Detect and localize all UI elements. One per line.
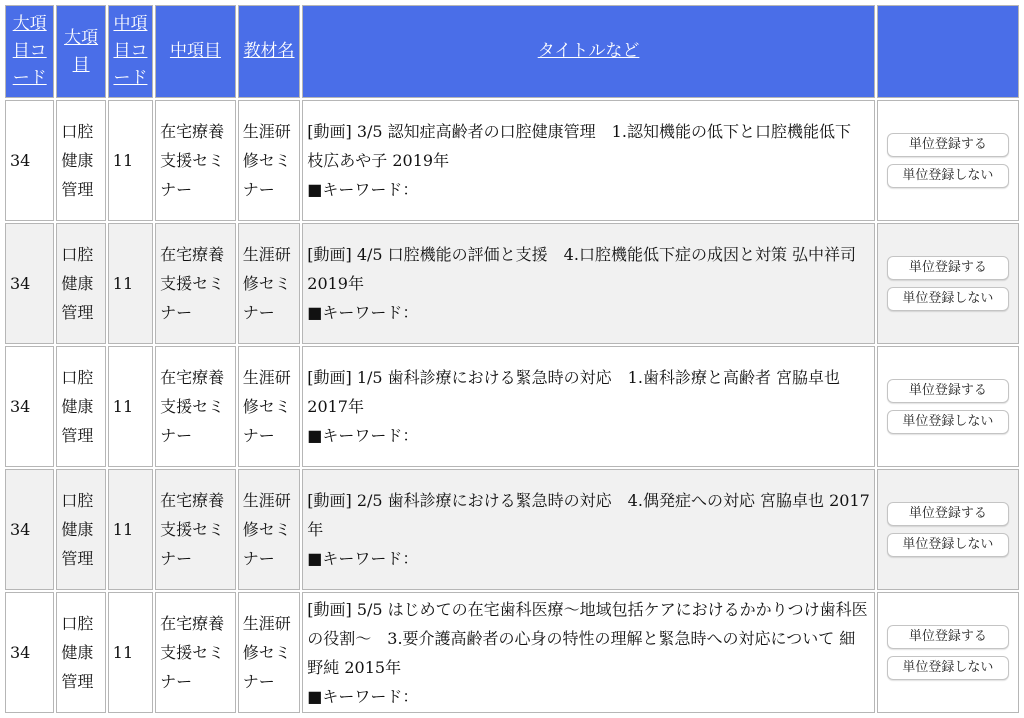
register-credit-button[interactable]: 単位登録する (887, 379, 1009, 403)
cell-actions (877, 592, 1019, 713)
header-actions (877, 5, 1019, 98)
header-material (238, 5, 300, 98)
cell-material: 生涯研修セミナー (238, 592, 300, 713)
sort-link-title[interactable]: タイトルなど (537, 41, 640, 61)
register-credit-button[interactable]: 単位登録する (887, 256, 1009, 280)
register-credit-button[interactable]: 単位登録する (887, 133, 1009, 157)
cell-major: 口腔健康管理 (56, 469, 105, 590)
cell-major: 口腔健康管理 (56, 223, 105, 344)
unregister-credit-button[interactable]: 単位登録しない (887, 533, 1009, 557)
cell-material: 生涯研修セミナー (238, 100, 300, 221)
cell-middle: 在宅療養支援セミナー (155, 346, 236, 467)
keyword-label: ■キーワード： (307, 426, 419, 445)
cell-middle: 在宅療養支援セミナー (155, 469, 236, 590)
cell-actions (877, 100, 1019, 221)
title-text: [動画] 2/5 歯科診療における緊急時の対応 4.偶発症への対応 宮脇卓也 2017年 (307, 491, 870, 539)
cell-actions (877, 469, 1019, 590)
cell-major-code: 34 (5, 469, 54, 590)
cell-major: 口腔健康管理 (56, 346, 105, 467)
cell-title (302, 469, 875, 590)
table-row (5, 223, 1019, 344)
keyword-label: ■キーワード： (307, 303, 419, 322)
cell-middle: 在宅療養支援セミナー (155, 100, 236, 221)
keyword-label: ■キーワード： (307, 180, 419, 199)
cell-title (302, 592, 875, 713)
unregister-credit-button[interactable]: 単位登録しない (887, 656, 1009, 680)
keyword-label: ■キーワード： (307, 686, 419, 706)
table-row (5, 346, 1019, 467)
cell-material: 生涯研修セミナー (238, 469, 300, 590)
cell-middle: 在宅療養支援セミナー (155, 223, 236, 344)
cell-major-code: 34 (5, 100, 54, 221)
course-table (3, 3, 1021, 715)
cell-middle-code: 11 (108, 100, 153, 221)
header-middle (155, 5, 236, 98)
table-row (5, 469, 1019, 590)
cell-actions (877, 223, 1019, 344)
cell-major-code: 34 (5, 346, 54, 467)
cell-middle-code: 11 (108, 592, 153, 713)
header-major (56, 5, 105, 98)
cell-major-code: 34 (5, 592, 54, 713)
title-text: [動画] 5/5 はじめての在宅歯科医療〜地域包括ケアにおけるかかりつけ歯科医の役割〜 3.要介護高齢者の心身の特性の理解と緊急時への対応について 細野純 2015年 (307, 599, 868, 677)
cell-major-code: 34 (5, 223, 54, 344)
cell-middle-code: 11 (108, 469, 153, 590)
sort-link-major-code[interactable]: 大項目コード (12, 14, 47, 88)
sort-link-material[interactable]: 教材名 (243, 41, 295, 61)
cell-major: 口腔健康管理 (56, 592, 105, 713)
table-row (5, 592, 1019, 713)
header-row (5, 5, 1019, 98)
register-credit-button[interactable]: 単位登録する (887, 625, 1009, 649)
cell-middle-code: 11 (108, 346, 153, 467)
title-text: [動画] 4/5 口腔機能の評価と支援 4.口腔機能低下症の成因と対策 弘中祥司 2019年 (307, 245, 857, 293)
header-major-code (5, 5, 54, 98)
cell-actions (877, 346, 1019, 467)
unregister-credit-button[interactable]: 単位登録しない (887, 287, 1009, 311)
cell-material: 生涯研修セミナー (238, 346, 300, 467)
title-text: [動画] 3/5 認知症高齢者の口腔健康管理 1.認知機能の低下と口腔機能低下 枝広あや子 2019年 (307, 122, 851, 170)
cell-middle: 在宅療養支援セミナー (155, 592, 236, 713)
cell-middle-code: 11 (108, 223, 153, 344)
cell-material: 生涯研修セミナー (238, 223, 300, 344)
table-row (5, 100, 1019, 221)
header-middle-code (108, 5, 153, 98)
sort-link-middle[interactable]: 中項目 (169, 41, 221, 61)
cell-title (302, 100, 875, 221)
title-text: [動画] 1/5 歯科診療における緊急時の対応 1.歯科診療と高齢者 宮脇卓也 2017年 (307, 368, 841, 416)
sort-link-major[interactable]: 大項目 (64, 27, 99, 75)
cell-major: 口腔健康管理 (56, 100, 105, 221)
header-title (302, 5, 875, 98)
cell-title (302, 223, 875, 344)
unregister-credit-button[interactable]: 単位登録しない (887, 410, 1009, 434)
cell-title (302, 346, 875, 467)
keyword-label: ■キーワード： (307, 549, 419, 568)
register-credit-button[interactable]: 単位登録する (887, 502, 1009, 526)
unregister-credit-button[interactable]: 単位登録しない (887, 164, 1009, 188)
sort-link-middle-code[interactable]: 中項目コード (113, 14, 148, 88)
